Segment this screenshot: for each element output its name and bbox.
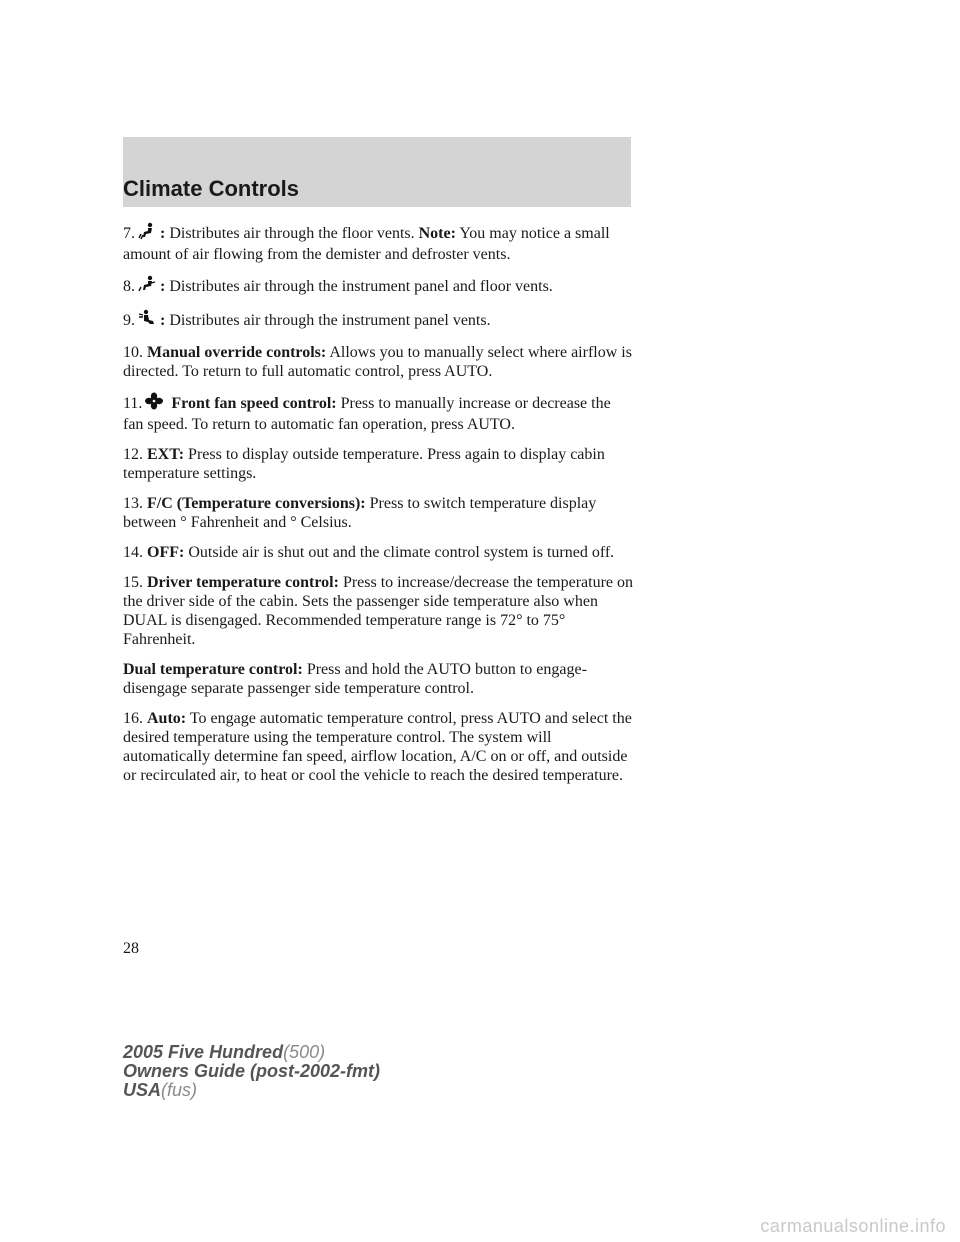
item-text: To engage automatic temperature control, press AUTO and select the desired temperature using the temperature control. The system will automatically determine fan speed, airflow location, A/C on or off, and outside or recirculated air, to heat or cool the vehicle to reach the desired temperature. — [123, 710, 632, 784]
item-number: 16. — [123, 710, 143, 727]
item-14 — [123, 543, 635, 562]
panel-floor-vent-icon — [137, 275, 157, 298]
section-title: Climate Controls — [123, 176, 300, 201]
item-text: Press to increase/decrease the temperature on the driver side of the cabin. Sets the passenger side temperature also when DUAL is disengaged. Recommended temperature range is 72° to 75° Fahrenheit. — [123, 574, 634, 648]
footer-line-1: 2005 Five Hundred(500) — [123, 1042, 326, 1062]
item-text: Press and hold the AUTO button to engage-disengage separate passenger side temperature control. — [123, 661, 587, 697]
item-number: 12. — [123, 446, 143, 463]
manual-content — [123, 222, 635, 796]
item-label: F/C (Temperature conversions): — [147, 495, 366, 512]
item-8 — [123, 275, 635, 298]
watermark: carmanualsonline.info — [760, 1216, 946, 1236]
item-text: Distributes air through the instrument panel vents. — [169, 312, 491, 329]
item-colon: : — [160, 278, 166, 295]
item-15 — [123, 573, 635, 649]
panel-vent-icon — [137, 309, 157, 332]
item-label: Dual temperature control: — [123, 661, 303, 678]
item-16 — [123, 709, 635, 785]
item-colon: : — [160, 225, 166, 242]
item-number: 9. — [123, 312, 135, 329]
item-text: Press to display outside temperature. Press again to display cabin temperature settings. — [123, 446, 605, 482]
dual-temperature-item — [123, 660, 635, 698]
item-text: Outside air is shut out and the climate control system is turned off. — [188, 544, 615, 561]
note-text: You may notice a small amount of air flowing from the demister and defroster vents. — [123, 225, 610, 263]
item-label: Driver temperature control: — [147, 574, 339, 591]
item-label: Auto: — [147, 710, 187, 727]
item-number: 14. — [123, 544, 143, 561]
item-number: 11. — [123, 395, 143, 412]
item-text: Allows you to manually select where airflow is directed. To return to full automatic control, press AUTO. — [123, 344, 632, 380]
note-label: Note: — [418, 225, 456, 242]
item-number: 13. — [123, 495, 143, 512]
fan-icon — [144, 392, 164, 415]
item-label: EXT: — [147, 446, 185, 463]
item-text: Distributes air through the floor vents. — [169, 225, 415, 242]
page-number: 28 — [123, 940, 139, 957]
footer-line-3: USA(fus) — [123, 1080, 198, 1100]
item-9 — [123, 309, 635, 332]
item-label: OFF: — [147, 544, 185, 561]
item-label: Front fan speed control: — [171, 395, 337, 412]
item-number: 8. — [123, 278, 135, 295]
item-text: Press to manually increase or decrease the fan speed. To return to automatic fan operation, press AUTO. — [123, 395, 611, 433]
item-10 — [123, 343, 635, 381]
item-11 — [123, 392, 635, 434]
item-7 — [123, 222, 635, 264]
item-number: 10. — [123, 344, 143, 361]
item-number: 7. — [123, 225, 135, 242]
item-13 — [123, 494, 635, 532]
item-number: 15. — [123, 574, 143, 591]
footer-line-2: Owners Guide (post-2002-fmt) — [123, 1061, 381, 1081]
item-label: Manual override controls: — [147, 344, 327, 361]
item-colon: : — [160, 312, 166, 329]
document-footer — [123, 1043, 380, 1100]
item-text: Press to switch temperature display between ° Fahrenheit and ° Celsius. — [123, 495, 597, 531]
floor-vent-icon — [137, 222, 157, 245]
item-12 — [123, 445, 635, 483]
item-text: Distributes air through the instrument panel and floor vents. — [169, 278, 553, 295]
